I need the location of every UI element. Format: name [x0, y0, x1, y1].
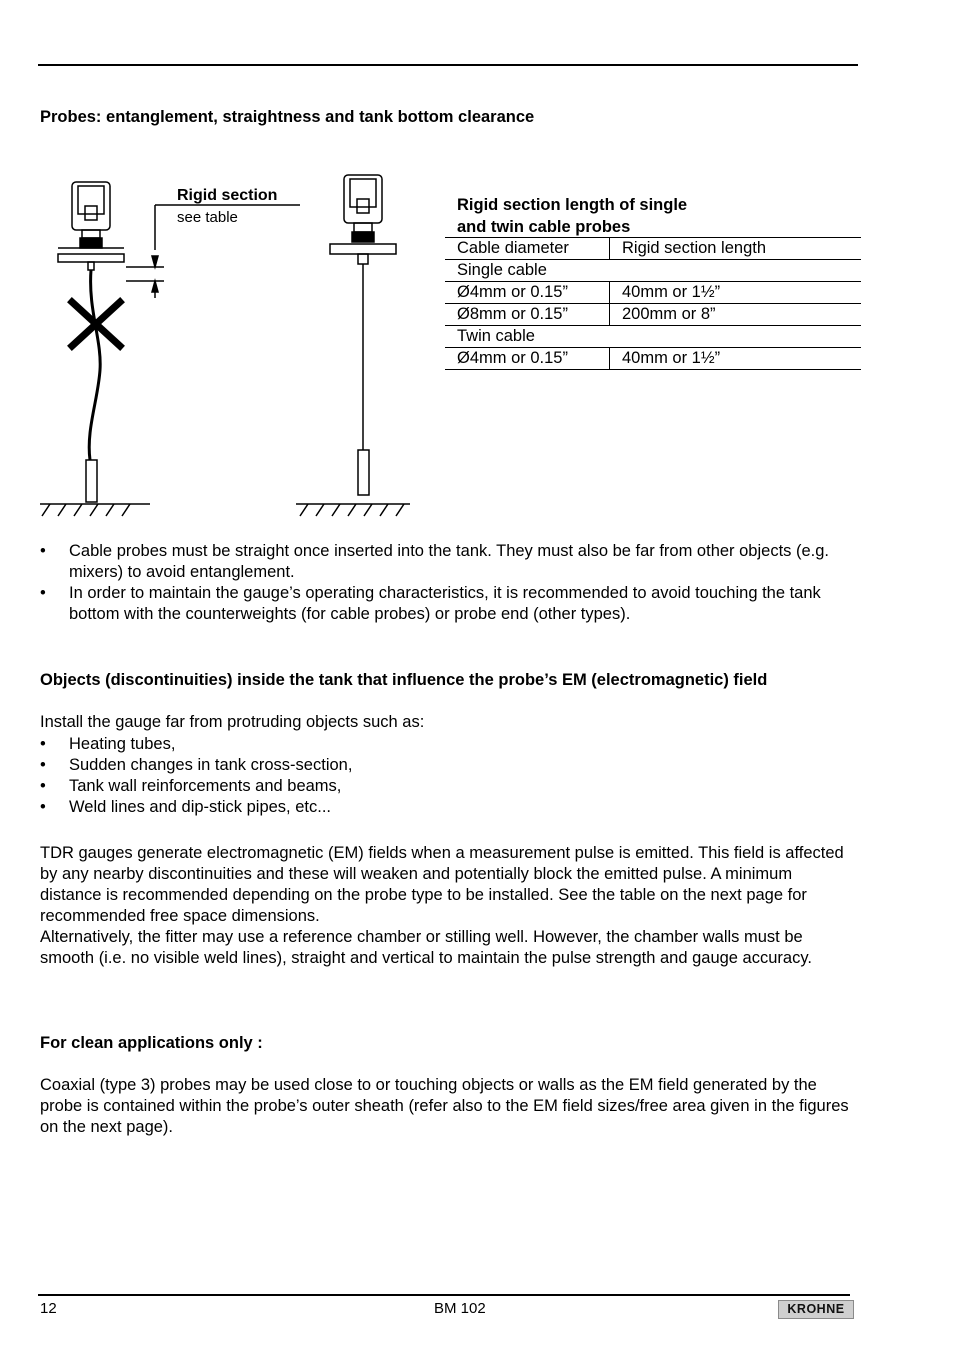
chamber-paragraph: Alternatively, the fitter may use a reference chamber or stilling well. However, the chamber walls must be smooth (i.e. no visible weld lines), straight and vertical to maintain the pulse strength and gauge accuracy. [40, 928, 812, 967]
document-id: BM 102 [434, 1300, 486, 1317]
group-twin-cable: Twin cable [445, 326, 861, 348]
section-heading-objects: Objects (discontinuities) inside the tank that influence the probe’s EM (electromagnetic) field [40, 671, 768, 689]
cell-diameter: Ø4mm or 0.15” [445, 282, 610, 304]
table-title [457, 195, 857, 238]
table-group-row [445, 326, 861, 348]
cell-length: 40mm or 1½” [610, 282, 862, 304]
cell-diameter: Ø4mm or 0.15” [445, 348, 610, 370]
col-header-length: Rigid section length [610, 238, 862, 260]
probe-guidelines-list [40, 541, 855, 625]
list-item: • Weld lines and dip-stick pipes, etc... [40, 797, 855, 818]
intro-text: Install the gauge far from protruding objects such as: [40, 713, 425, 731]
cell-length: 200mm or 8” [610, 304, 862, 326]
col-header-diameter: Cable diameter [445, 238, 610, 260]
table-row [445, 282, 861, 304]
table-title-line2: and twin cable probes [457, 217, 631, 236]
table-row [445, 348, 861, 370]
objects-list [40, 734, 855, 818]
krohne-logo: KROHNE [778, 1300, 854, 1319]
rigid-section-table [445, 237, 861, 370]
table-group-row [445, 260, 861, 282]
section-heading-probes: Probes: entanglement, straightness and tank bottom clearance [40, 108, 535, 126]
group-single-cable: Single cable [445, 260, 861, 282]
probe-installation-figure [30, 170, 430, 520]
list-item: • Heating tubes, [40, 734, 855, 755]
tdr-paragraph: TDR gauges generate electromagnetic (EM) fields when a measurement pulse is emitted. This field is affected by any nearby discontinuities and these will weaken and potentially block the emitted pulse. A minimum distance is recommended depending on the probe type to be installed. See the table on the next page for recommended free space dimensions. [40, 844, 844, 925]
list-item: • In order to maintain the gauge’s operating characteristics, it is recommended to avoid touching the tank bottom with the counterweights (for cable probes) or probe end (other types). [40, 583, 855, 625]
see-table-label: see table [177, 209, 238, 226]
list-item: • Sudden changes in tank cross-section, [40, 755, 855, 776]
table-title-line1: Rigid section length of single [457, 196, 688, 214]
cross-mark-icon [72, 302, 120, 346]
coaxial-paragraph: Coaxial (type 3) probes may be used close to or touching objects or walls as the EM field generated by the probe is contained within the probe’s outer sheath (refer also to the EM field sizes/free area given in the figures on the next page). [40, 1076, 849, 1136]
cell-diameter: Ø8mm or 0.15” [445, 304, 610, 326]
footer-rule [38, 1294, 850, 1296]
cell-length: 40mm or 1½” [610, 348, 862, 370]
table-row [445, 304, 861, 326]
table-header-row [445, 238, 861, 260]
header-rule [38, 64, 858, 66]
list-item: • Tank wall reinforcements and beams, [40, 776, 855, 797]
page-number: 12 [40, 1300, 57, 1317]
rigid-section-label: Rigid section [177, 187, 278, 204]
section-heading-clean: For clean applications only : [40, 1034, 263, 1052]
list-item: • Cable probes must be straight once inserted into the tank. They must also be far from other objects (e.g. mixers) to avoid entanglement. [40, 541, 855, 583]
